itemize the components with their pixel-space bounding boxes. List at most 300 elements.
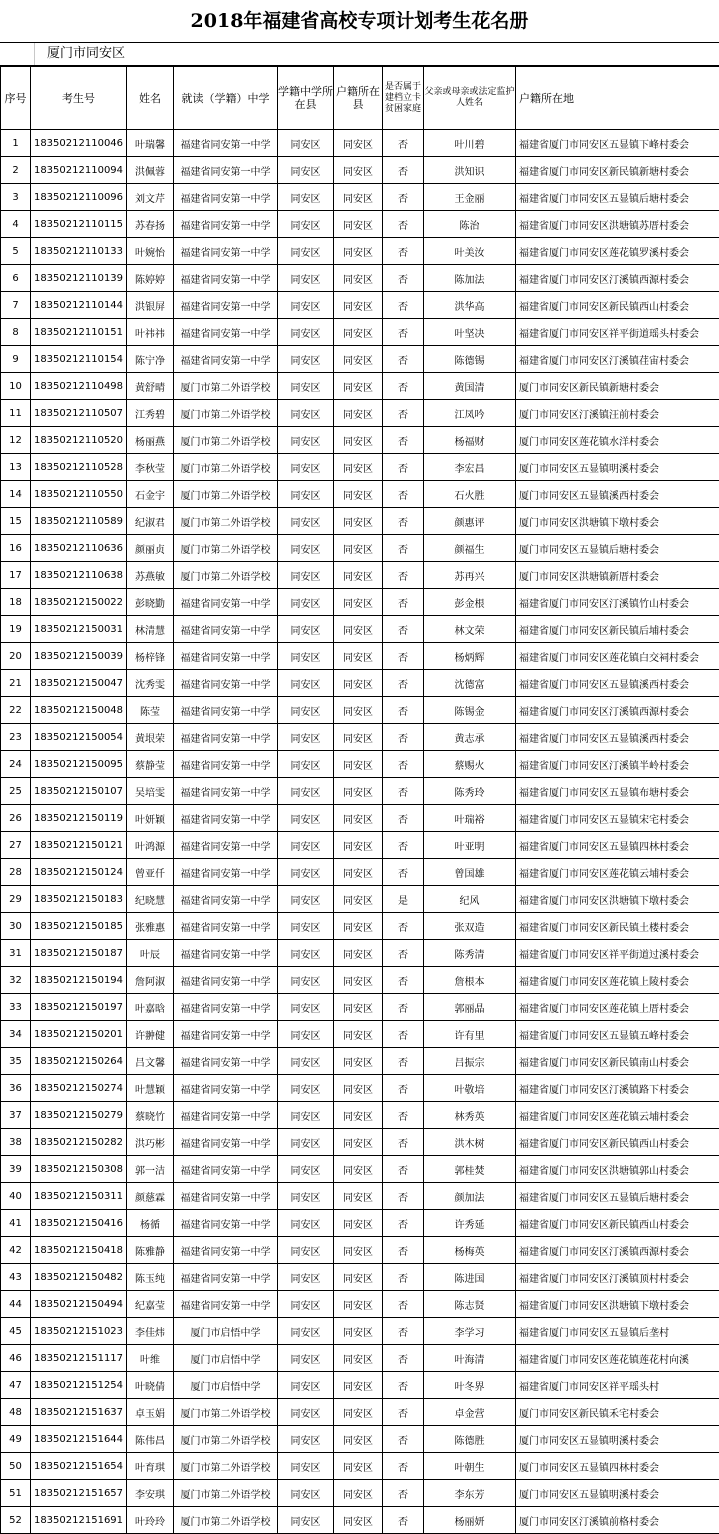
cell-school: 福建省同安第一中学 — [174, 940, 278, 967]
cell-guardian: 叶亚明 — [424, 832, 516, 859]
table-row — [1, 373, 719, 400]
cell-school-county: 同安区 — [278, 1345, 334, 1372]
cell-index: 50 — [1, 1453, 31, 1480]
cell-exam-no: 18350212151654 — [31, 1453, 127, 1480]
cell-household-county: 同安区 — [334, 1183, 383, 1210]
cell-household-county: 同安区 — [334, 184, 383, 211]
cell-household-address: 福建省厦门市同安区莲花镇白交祠村委会 — [516, 643, 719, 670]
cell-school: 福建省同安第一中学 — [174, 1021, 278, 1048]
cell-household-address: 厦门市同安区新民镇新塘村委会 — [516, 373, 719, 400]
cell-household-county: 同安区 — [334, 454, 383, 481]
cell-household-address: 厦门市同安区莲花镇水洋村委会 — [516, 427, 719, 454]
cell-guardian: 许秀延 — [424, 1210, 516, 1237]
cell-exam-no: 18350212150185 — [31, 913, 127, 940]
cell-name: 叶鸿源 — [127, 832, 174, 859]
cell-exam-no: 18350212150124 — [31, 859, 127, 886]
cell-household-address: 福建省厦门市同安区莲花镇云埔村委会 — [516, 1102, 719, 1129]
table-row — [1, 211, 719, 238]
cell-school-county: 同安区 — [278, 886, 334, 913]
cell-household-county: 同安区 — [334, 1075, 383, 1102]
table-row — [1, 1480, 719, 1507]
cell-school-county: 同安区 — [278, 616, 334, 643]
cell-school: 福建省同安第一中学 — [174, 1237, 278, 1264]
cell-poverty-flag: 否 — [383, 346, 424, 373]
table-row — [1, 1399, 719, 1426]
cell-poverty-flag: 否 — [383, 1264, 424, 1291]
cell-name: 郭一洁 — [127, 1156, 174, 1183]
cell-exam-no: 18350212150197 — [31, 994, 127, 1021]
table-row — [1, 562, 719, 589]
cell-index: 20 — [1, 643, 31, 670]
cell-household-county: 同安区 — [334, 1102, 383, 1129]
cell-name: 叶嘉晗 — [127, 994, 174, 1021]
cell-exam-no: 18350212150022 — [31, 589, 127, 616]
header-poverty-flag: 是否属于建档立卡贫困家庭 — [383, 67, 424, 130]
cell-guardian: 颜惠评 — [424, 508, 516, 535]
table-row — [1, 427, 719, 454]
table-row — [1, 157, 719, 184]
cell-guardian: 洪木树 — [424, 1129, 516, 1156]
cell-poverty-flag: 否 — [383, 265, 424, 292]
cell-school-county: 同安区 — [278, 751, 334, 778]
table-row — [1, 400, 719, 427]
cell-index: 21 — [1, 670, 31, 697]
cell-exam-no: 18350212151691 — [31, 1507, 127, 1534]
cell-household-county: 同安区 — [334, 1291, 383, 1318]
cell-poverty-flag: 否 — [383, 751, 424, 778]
cell-household-address: 福建省厦门市同安区新民镇西山村委会 — [516, 1129, 719, 1156]
cell-poverty-flag: 否 — [383, 859, 424, 886]
cell-poverty-flag: 否 — [383, 1210, 424, 1237]
cell-name: 叶慧颖 — [127, 1075, 174, 1102]
cell-household-county: 同安区 — [334, 670, 383, 697]
cell-school: 福建省同安第一中学 — [174, 1291, 278, 1318]
cell-exam-no: 18350212150183 — [31, 886, 127, 913]
cell-household-address: 厦门市同安区汀溪镇前格村委会 — [516, 1507, 719, 1534]
cell-guardian: 张双造 — [424, 913, 516, 940]
cell-exam-no: 18350212110144 — [31, 292, 127, 319]
table-row — [1, 1318, 719, 1345]
cell-guardian: 叶敬培 — [424, 1075, 516, 1102]
cell-household-county: 同安区 — [334, 859, 383, 886]
cell-household-address: 福建省厦门市同安区洪塘镇郭山村委会 — [516, 1156, 719, 1183]
cell-exam-no: 18350212110589 — [31, 508, 127, 535]
cell-school: 福建省同安第一中学 — [174, 778, 278, 805]
cell-name: 卓玉娟 — [127, 1399, 174, 1426]
cell-exam-no: 18350212150482 — [31, 1264, 127, 1291]
cell-index: 32 — [1, 967, 31, 994]
cell-household-address: 福建省厦门市同安区汀溪镇西源村委会 — [516, 697, 719, 724]
cell-guardian: 纪风 — [424, 886, 516, 913]
cell-exam-no: 18350212150095 — [31, 751, 127, 778]
cell-name: 颜慈霖 — [127, 1183, 174, 1210]
cell-guardian: 陈德胜 — [424, 1426, 516, 1453]
cell-school-county: 同安区 — [278, 1264, 334, 1291]
cell-school-county: 同安区 — [278, 1291, 334, 1318]
cell-school-county: 同安区 — [278, 1453, 334, 1480]
cell-household-address: 福建省厦门市同安区莲花镇云埔村委会 — [516, 859, 719, 886]
cell-name: 颜丽贞 — [127, 535, 174, 562]
cell-exam-no: 18350212150282 — [31, 1129, 127, 1156]
cell-school: 福建省同安第一中学 — [174, 886, 278, 913]
cell-name: 苏燕敏 — [127, 562, 174, 589]
roster-table — [0, 66, 719, 1534]
cell-household-address: 福建省厦门市同安区洪塘镇苏厝村委会 — [516, 211, 719, 238]
cell-household-address: 福建省厦门市同安区汀溪镇路下村委会 — [516, 1075, 719, 1102]
cell-household-address: 福建省厦门市同安区洪塘镇下墩村委会 — [516, 1291, 719, 1318]
cell-school-county: 同安区 — [278, 562, 334, 589]
cell-name: 江秀碧 — [127, 400, 174, 427]
cell-index: 1 — [1, 130, 31, 157]
cell-school: 福建省同安第一中学 — [174, 616, 278, 643]
table-row — [1, 535, 719, 562]
cell-school: 福建省同安第一中学 — [174, 670, 278, 697]
cell-guardian: 蔡赐火 — [424, 751, 516, 778]
cell-name: 叶祎祎 — [127, 319, 174, 346]
cell-household-address: 福建省厦门市同安区莲花镇上陵村委会 — [516, 967, 719, 994]
cell-household-address: 福建省厦门市同安区新民镇西山村委会 — [516, 292, 719, 319]
cell-guardian: 杨炳辉 — [424, 643, 516, 670]
cell-poverty-flag: 否 — [383, 562, 424, 589]
cell-household-address: 福建省厦门市同安区新民镇西山村委会 — [516, 1210, 719, 1237]
cell-school: 福建省同安第一中学 — [174, 1210, 278, 1237]
table-row — [1, 670, 719, 697]
cell-poverty-flag: 否 — [383, 1237, 424, 1264]
cell-poverty-flag: 否 — [383, 157, 424, 184]
cell-school: 福建省同安第一中学 — [174, 859, 278, 886]
cell-exam-no: 18350212110133 — [31, 238, 127, 265]
cell-school-county: 同安区 — [278, 373, 334, 400]
cell-household-county: 同安区 — [334, 589, 383, 616]
cell-poverty-flag: 否 — [383, 1291, 424, 1318]
cell-household-county: 同安区 — [334, 373, 383, 400]
cell-name: 曾亚仟 — [127, 859, 174, 886]
cell-guardian: 许有里 — [424, 1021, 516, 1048]
cell-guardian: 陈治 — [424, 211, 516, 238]
table-row — [1, 184, 719, 211]
cell-name: 叶维 — [127, 1345, 174, 1372]
cell-school-county: 同安区 — [278, 1372, 334, 1399]
table-row — [1, 319, 719, 346]
cell-guardian: 杨梅英 — [424, 1237, 516, 1264]
cell-index: 12 — [1, 427, 31, 454]
cell-index: 18 — [1, 589, 31, 616]
cell-poverty-flag: 否 — [383, 1048, 424, 1075]
cell-name: 陈婷婷 — [127, 265, 174, 292]
cell-school: 厦门市第二外语学校 — [174, 427, 278, 454]
cell-index: 22 — [1, 697, 31, 724]
cell-poverty-flag: 否 — [383, 1507, 424, 1534]
table-row — [1, 589, 719, 616]
cell-household-address: 福建省厦门市同安区五显镇宋宅村委会 — [516, 805, 719, 832]
cell-school-county: 同安区 — [278, 1129, 334, 1156]
cell-poverty-flag: 否 — [383, 481, 424, 508]
cell-school: 厦门市第二外语学校 — [174, 562, 278, 589]
cell-school: 福建省同安第一中学 — [174, 184, 278, 211]
cell-name: 叶育琪 — [127, 1453, 174, 1480]
cell-school: 福建省同安第一中学 — [174, 319, 278, 346]
cell-poverty-flag: 是 — [383, 886, 424, 913]
cell-index: 33 — [1, 994, 31, 1021]
table-row — [1, 481, 719, 508]
cell-household-address: 福建省厦门市同安区汀溪镇西源村委会 — [516, 265, 719, 292]
cell-school-county: 同安区 — [278, 1183, 334, 1210]
cell-index: 16 — [1, 535, 31, 562]
cell-poverty-flag: 否 — [383, 400, 424, 427]
cell-name: 洪巧彬 — [127, 1129, 174, 1156]
cell-school-county: 同安区 — [278, 994, 334, 1021]
cell-exam-no: 18350212110528 — [31, 454, 127, 481]
cell-name: 蔡静莹 — [127, 751, 174, 778]
cell-index: 52 — [1, 1507, 31, 1534]
cell-poverty-flag: 否 — [383, 184, 424, 211]
cell-index: 10 — [1, 373, 31, 400]
cell-exam-no: 18350212150047 — [31, 670, 127, 697]
table-row — [1, 778, 719, 805]
cell-household-address: 福建省厦门市同安区洪塘镇下墩村委会 — [516, 886, 719, 913]
cell-household-address: 福建省厦门市同安区五显镇布塘村委会 — [516, 778, 719, 805]
cell-index: 49 — [1, 1426, 31, 1453]
cell-household-county: 同安区 — [334, 319, 383, 346]
cell-guardian: 李宏昌 — [424, 454, 516, 481]
cell-household-county: 同安区 — [334, 1453, 383, 1480]
cell-school: 福建省同安第一中学 — [174, 994, 278, 1021]
cell-poverty-flag: 否 — [383, 1345, 424, 1372]
header-exam-no: 考生号 — [31, 67, 127, 130]
cell-school-county: 同安区 — [278, 535, 334, 562]
cell-school-county: 同安区 — [278, 859, 334, 886]
cell-school: 厦门市第二外语学校 — [174, 1453, 278, 1480]
cell-household-county: 同安区 — [334, 1021, 383, 1048]
cell-school-county: 同安区 — [278, 319, 334, 346]
cell-school-county: 同安区 — [278, 1075, 334, 1102]
cell-household-county: 同安区 — [334, 535, 383, 562]
cell-guardian: 颜加法 — [424, 1183, 516, 1210]
cell-poverty-flag: 否 — [383, 643, 424, 670]
cell-household-county: 同安区 — [334, 616, 383, 643]
cell-household-address: 厦门市同安区洪塘镇下墩村委会 — [516, 508, 719, 535]
cell-name: 陈宁净 — [127, 346, 174, 373]
cell-guardian: 叶川碧 — [424, 130, 516, 157]
cell-guardian: 吕振宗 — [424, 1048, 516, 1075]
cell-name: 吴培雯 — [127, 778, 174, 805]
cell-household-county: 同安区 — [334, 643, 383, 670]
cell-household-address: 厦门市同安区五显镇后塘村委会 — [516, 535, 719, 562]
cell-household-county: 同安区 — [334, 211, 383, 238]
cell-exam-no: 18350212150494 — [31, 1291, 127, 1318]
cell-household-address: 福建省厦门市同安区五显镇后垄村 — [516, 1318, 719, 1345]
cell-exam-no: 18350212110096 — [31, 184, 127, 211]
cell-poverty-flag: 否 — [383, 1102, 424, 1129]
cell-school: 福建省同安第一中学 — [174, 805, 278, 832]
cell-index: 14 — [1, 481, 31, 508]
cell-poverty-flag: 否 — [383, 1156, 424, 1183]
cell-name: 林清慧 — [127, 616, 174, 643]
header-row — [1, 67, 719, 130]
cell-school-county: 同安区 — [278, 1021, 334, 1048]
cell-exam-no: 18350212110046 — [31, 130, 127, 157]
cell-index: 27 — [1, 832, 31, 859]
table-row — [1, 886, 719, 913]
table-row — [1, 130, 719, 157]
cell-index: 26 — [1, 805, 31, 832]
table-row — [1, 1291, 719, 1318]
cell-poverty-flag: 否 — [383, 778, 424, 805]
cell-guardian: 叶瑞裕 — [424, 805, 516, 832]
cell-name: 石金宇 — [127, 481, 174, 508]
cell-index: 35 — [1, 1048, 31, 1075]
cell-guardian: 叶美汝 — [424, 238, 516, 265]
cell-household-address: 厦门市同安区洪塘镇新厝村委会 — [516, 562, 719, 589]
cell-guardian: 叶冬界 — [424, 1372, 516, 1399]
cell-poverty-flag: 否 — [383, 994, 424, 1021]
cell-household-address: 厦门市同安区新民镇禾宅村委会 — [516, 1399, 719, 1426]
cell-index: 47 — [1, 1372, 31, 1399]
cell-exam-no: 18350212150418 — [31, 1237, 127, 1264]
cell-exam-no: 18350212151023 — [31, 1318, 127, 1345]
cell-household-address: 福建省厦门市同安区五显镇溪西村委会 — [516, 670, 719, 697]
cell-exam-no: 18350212151117 — [31, 1345, 127, 1372]
cell-household-address: 福建省厦门市同安区新民镇南山村委会 — [516, 1048, 719, 1075]
cell-name: 彭晓勤 — [127, 589, 174, 616]
cell-index: 23 — [1, 724, 31, 751]
cell-school-county: 同安区 — [278, 940, 334, 967]
cell-name: 杨梓锋 — [127, 643, 174, 670]
cell-school-county: 同安区 — [278, 643, 334, 670]
cell-index: 29 — [1, 886, 31, 913]
cell-guardian: 林秀英 — [424, 1102, 516, 1129]
cell-poverty-flag: 否 — [383, 967, 424, 994]
cell-household-address: 厦门市同安区五显镇溪西村委会 — [516, 481, 719, 508]
cell-name: 叶妍颖 — [127, 805, 174, 832]
cell-poverty-flag: 否 — [383, 589, 424, 616]
cell-poverty-flag: 否 — [383, 1453, 424, 1480]
cell-guardian: 陈加法 — [424, 265, 516, 292]
cell-exam-no: 18350212110115 — [31, 211, 127, 238]
table-row — [1, 1507, 719, 1534]
table-row — [1, 805, 719, 832]
cell-guardian: 颜福生 — [424, 535, 516, 562]
cell-name: 叶晓倩 — [127, 1372, 174, 1399]
cell-household-county: 同安区 — [334, 1318, 383, 1345]
header-guardian: 父亲或母亲或法定监护人姓名 — [424, 67, 516, 130]
cell-school: 福建省同安第一中学 — [174, 697, 278, 724]
cell-household-address: 厦门市同安区五显镇明溪村委会 — [516, 454, 719, 481]
cell-index: 46 — [1, 1345, 31, 1372]
cell-exam-no: 18350212150048 — [31, 697, 127, 724]
cell-exam-no: 18350212110638 — [31, 562, 127, 589]
cell-household-address: 福建省厦门市同安区五显镇五峰村委会 — [516, 1021, 719, 1048]
cell-index: 19 — [1, 616, 31, 643]
header-name: 姓名 — [127, 67, 174, 130]
cell-poverty-flag: 否 — [383, 130, 424, 157]
cell-index: 30 — [1, 913, 31, 940]
cell-household-county: 同安区 — [334, 778, 383, 805]
cell-school-county: 同安区 — [278, 211, 334, 238]
district-label: 厦门市同安区 — [35, 43, 125, 65]
cell-household-county: 同安区 — [334, 400, 383, 427]
cell-school-county: 同安区 — [278, 184, 334, 211]
cell-school: 厦门市启悟中学 — [174, 1372, 278, 1399]
cell-school-county: 同安区 — [278, 292, 334, 319]
cell-exam-no: 18350212151637 — [31, 1399, 127, 1426]
cell-guardian: 曾国雄 — [424, 859, 516, 886]
cell-guardian: 江凤吟 — [424, 400, 516, 427]
cell-school-county: 同安区 — [278, 1480, 334, 1507]
page-title: 2018年福建省高校专项计划考生花名册 — [0, 0, 719, 43]
cell-index: 34 — [1, 1021, 31, 1048]
cell-school-county: 同安区 — [278, 508, 334, 535]
cell-poverty-flag: 否 — [383, 670, 424, 697]
cell-poverty-flag: 否 — [383, 913, 424, 940]
cell-exam-no: 18350212150264 — [31, 1048, 127, 1075]
cell-exam-no: 18350212110550 — [31, 481, 127, 508]
cell-school: 福建省同安第一中学 — [174, 1075, 278, 1102]
cell-index: 9 — [1, 346, 31, 373]
cell-exam-no: 18350212150279 — [31, 1102, 127, 1129]
table-row — [1, 1102, 719, 1129]
table-body — [1, 130, 719, 1534]
cell-poverty-flag: 否 — [383, 1129, 424, 1156]
cell-school: 福建省同安第一中学 — [174, 130, 278, 157]
cell-index: 37 — [1, 1102, 31, 1129]
cell-household-address: 福建省厦门市同安区五显镇溪西村委会 — [516, 724, 719, 751]
cell-household-county: 同安区 — [334, 1129, 383, 1156]
table-row — [1, 292, 719, 319]
cell-household-county: 同安区 — [334, 1156, 383, 1183]
table-row — [1, 1129, 719, 1156]
cell-poverty-flag: 否 — [383, 1318, 424, 1345]
cell-guardian: 卓金营 — [424, 1399, 516, 1426]
cell-poverty-flag: 否 — [383, 508, 424, 535]
cell-poverty-flag: 否 — [383, 1372, 424, 1399]
cell-school-county: 同安区 — [278, 1048, 334, 1075]
cell-household-county: 同安区 — [334, 238, 383, 265]
table-row — [1, 1345, 719, 1372]
cell-poverty-flag: 否 — [383, 724, 424, 751]
cell-index: 8 — [1, 319, 31, 346]
cell-household-address: 福建省厦门市同安区莲花镇莲花村向溪 — [516, 1345, 719, 1372]
cell-school: 厦门市第二外语学校 — [174, 400, 278, 427]
cell-poverty-flag: 否 — [383, 616, 424, 643]
cell-name: 纪嘉莹 — [127, 1291, 174, 1318]
cell-exam-no: 18350212150119 — [31, 805, 127, 832]
cell-guardian: 郭桂焚 — [424, 1156, 516, 1183]
cell-index: 15 — [1, 508, 31, 535]
cell-school: 福建省同安第一中学 — [174, 1102, 278, 1129]
cell-school: 福建省同安第一中学 — [174, 157, 278, 184]
cell-index: 11 — [1, 400, 31, 427]
cell-exam-no: 18350212150274 — [31, 1075, 127, 1102]
cell-name: 刘文芹 — [127, 184, 174, 211]
cell-index: 2 — [1, 157, 31, 184]
cell-guardian: 陈志贤 — [424, 1291, 516, 1318]
cell-school: 福建省同安第一中学 — [174, 643, 278, 670]
cell-exam-no: 18350212150121 — [31, 832, 127, 859]
cell-school: 福建省同安第一中学 — [174, 1264, 278, 1291]
cell-school: 厦门市第二外语学校 — [174, 1399, 278, 1426]
header-index: 序号 — [1, 67, 31, 130]
cell-name: 叶瑞馨 — [127, 130, 174, 157]
cell-household-county: 同安区 — [334, 1480, 383, 1507]
table-row — [1, 643, 719, 670]
cell-school: 福建省同安第一中学 — [174, 724, 278, 751]
cell-index: 42 — [1, 1237, 31, 1264]
cell-name: 陈玉纯 — [127, 1264, 174, 1291]
cell-poverty-flag: 否 — [383, 697, 424, 724]
cell-household-county: 同安区 — [334, 1048, 383, 1075]
table-row — [1, 265, 719, 292]
